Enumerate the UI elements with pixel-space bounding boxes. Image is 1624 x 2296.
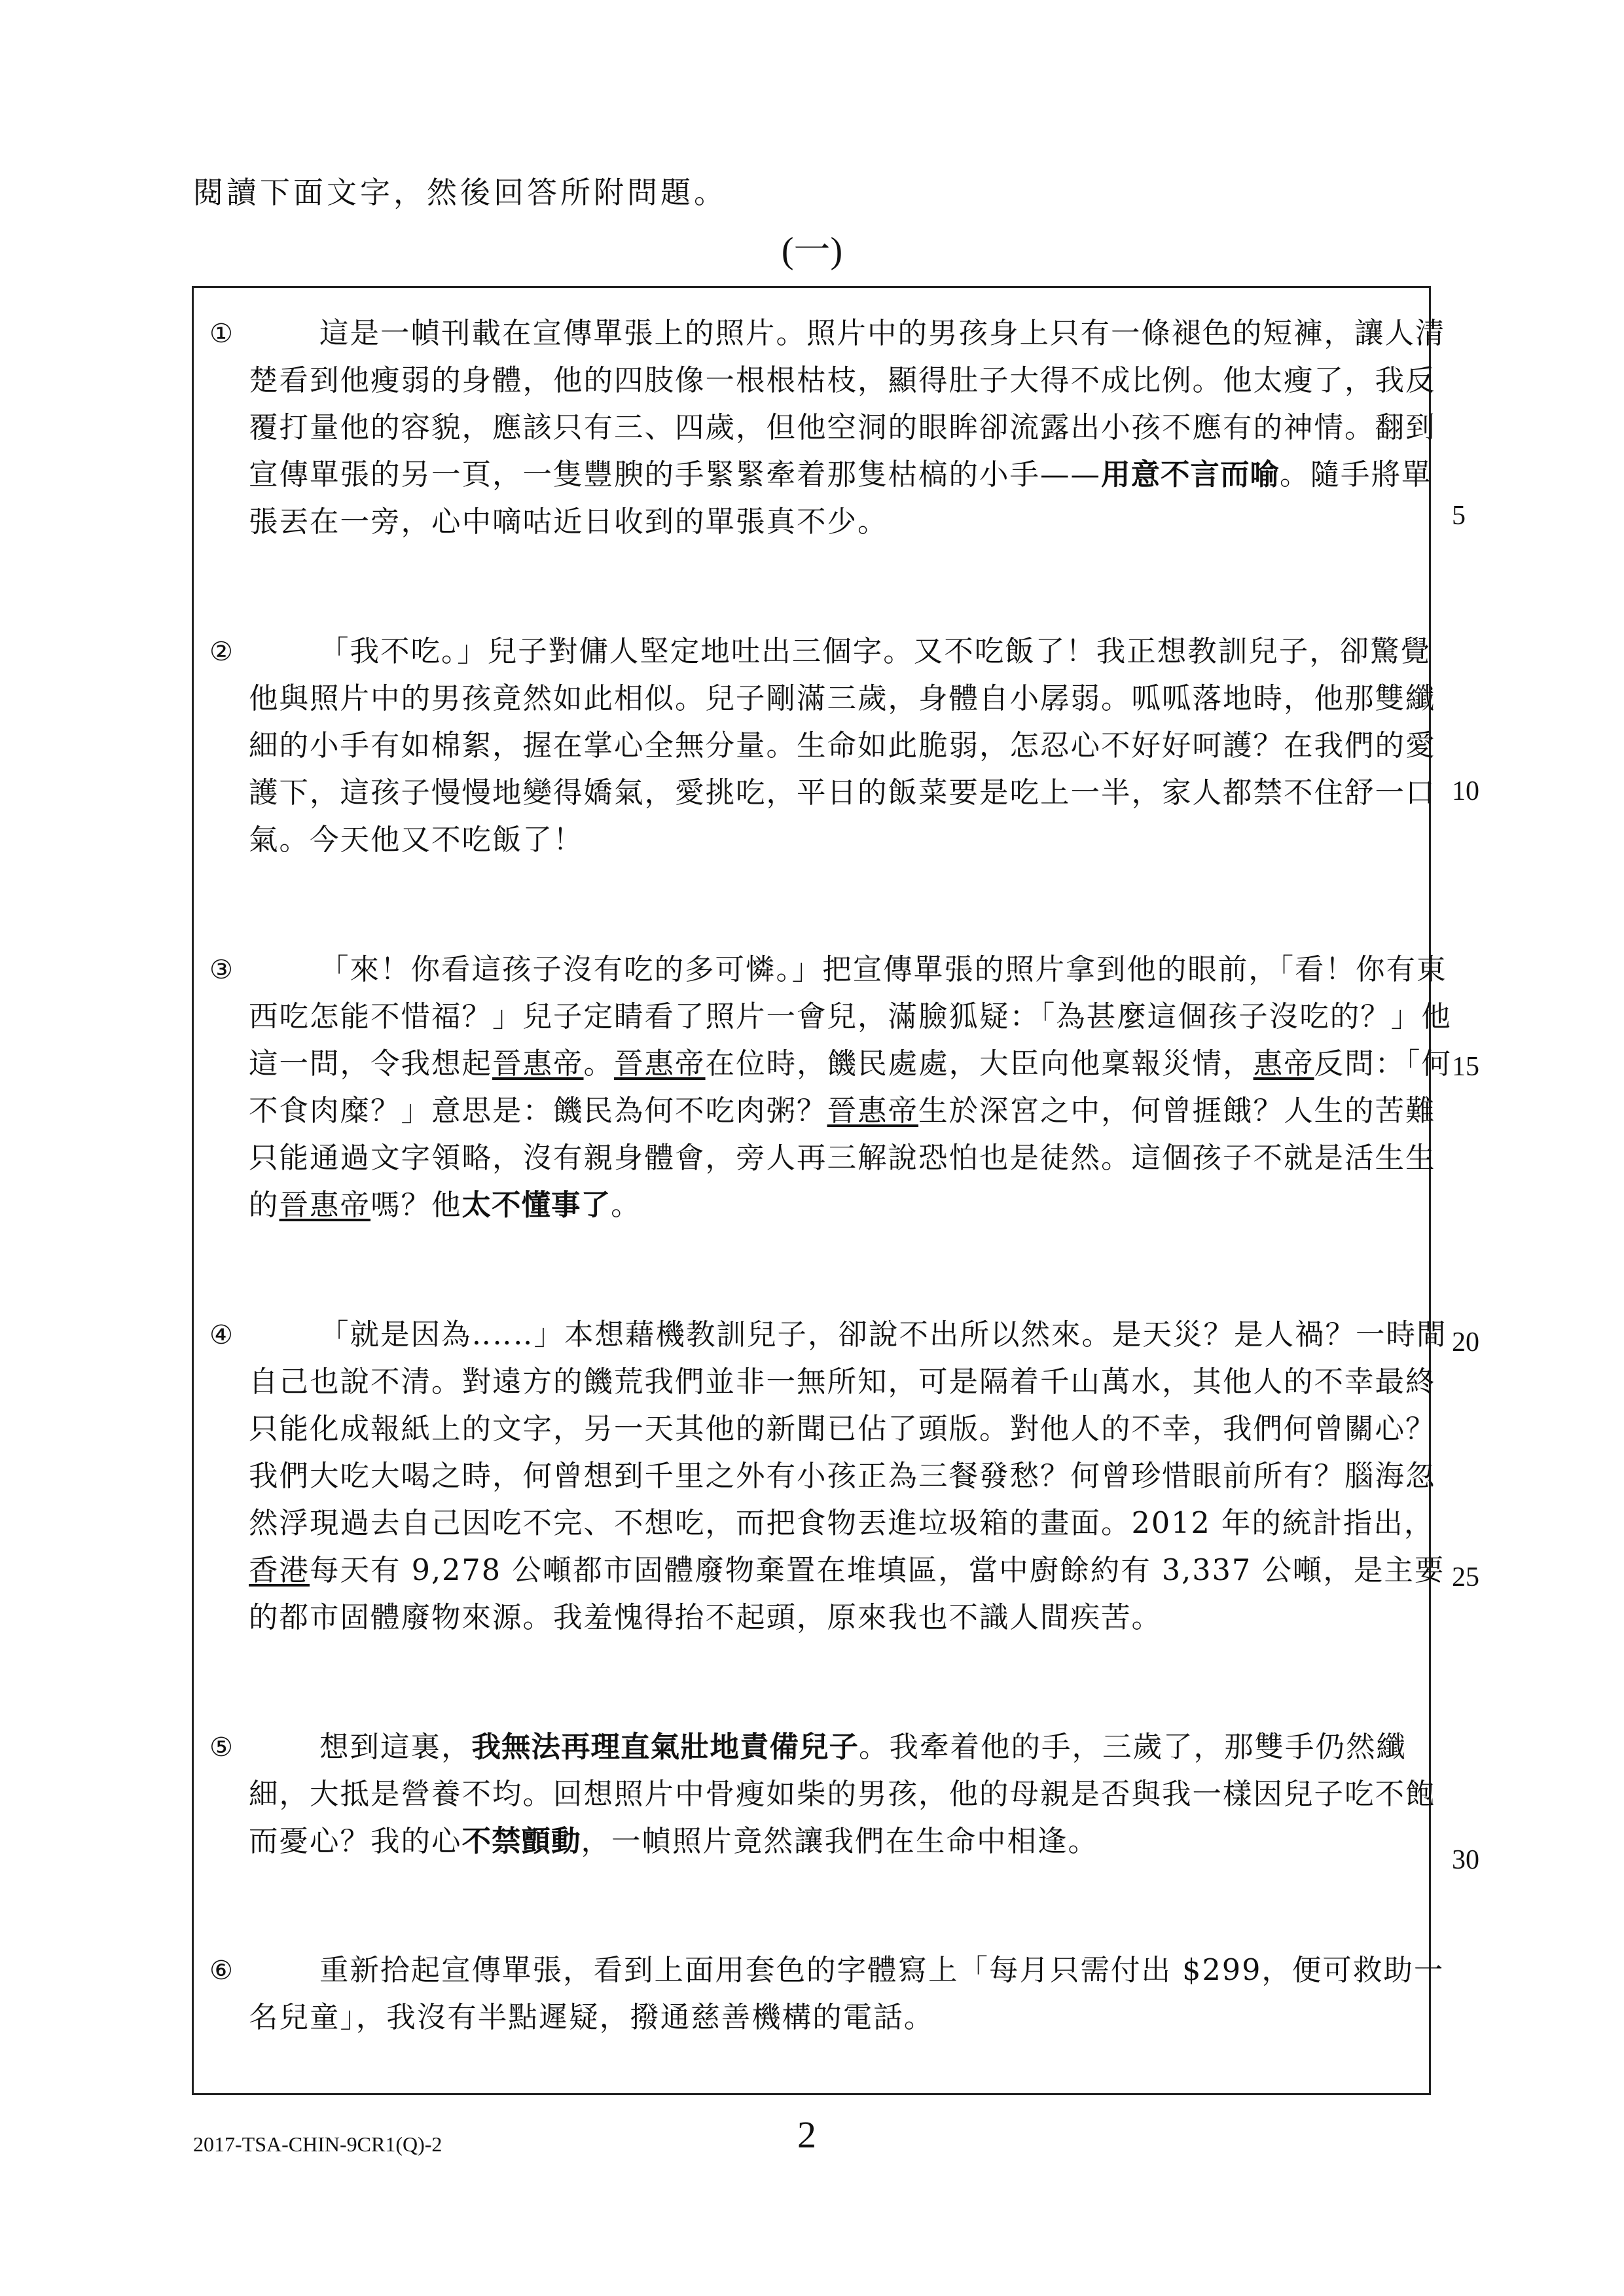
proper-noun: 晉惠帝	[614, 1047, 706, 1081]
text-run: 生於深宮之中，何曾捱餓？人生的苦難只能通過文字領略，沒有親身體會，旁人再三解說恐怕也是徒然。這個孩子不就是活生生的	[249, 1094, 1436, 1222]
paragraph-marker: ⑤	[209, 1732, 233, 1763]
text-run: 反問：「何不食肉糜？」意思是：饑民為何不吃肉粥？	[249, 1047, 1452, 1128]
emphasized-phrase: 太不懂事了	[461, 1189, 611, 1222]
text-run: 這是一幀刊載在宣傳單張上的照片。照片中的男孩身上只有一條褪色的短褲，讓人清楚看到他瘦弱的身體，他的四肢像一根根枯枝，顯得肚子大得不成比例。他太瘦了，我反覆打量他的容貌，應該只有三、四歲，但他空洞的眼眸卻流露出小孩不應有的神情。翻到宣傳單張的另一頁，一隻豐腴的手緊緊牽着那隻枯槁的小手——	[249, 317, 1446, 492]
paragraph-marker: ④	[209, 1320, 233, 1350]
paragraph-marker: ③	[209, 955, 233, 985]
line-number: 20	[1452, 1327, 1479, 1357]
emphasized-phrase: 用意不言而喻	[1101, 458, 1280, 492]
text-run: 「來！你看這孩子沒有吃的多可憐。」把宣傳單張的照片拿到他的眼前，「看！你有東西吃怎能不惜福？」兒子定睛看了照片一會兒，滿臉狐疑：「為甚麼這個孩子沒吃的？」他這一問，令我想起	[249, 953, 1452, 1081]
text-run: 。	[583, 1047, 615, 1081]
proper-noun: 惠帝	[1253, 1047, 1314, 1081]
text-run: ，一幀照片竟然讓我們在生命中相逢。	[581, 1825, 1099, 1858]
line-number: 30	[1452, 1845, 1479, 1875]
proper-noun: 晉惠帝	[827, 1094, 919, 1128]
paragraph-marker: ①	[209, 319, 233, 349]
text-run: 。隨手將單張丟在一旁，心中嘀咕近日收到的單張真不少。	[249, 458, 1432, 539]
footer-code: 2017-TSA-CHIN-9CR1(Q)-2	[193, 2132, 442, 2156]
text-run: 重新拾起宣傳單張，看到上面用套色的字體寫上「每月只需付出 $299，便可救助一名兒童」，我沒有半點遲疑，撥通慈善機構的電話。	[249, 1954, 1445, 2034]
text-run: 。	[611, 1189, 641, 1222]
paragraph-text	[249, 946, 1453, 1229]
line-number: 15	[1452, 1052, 1479, 1082]
section-title: (一)	[781, 230, 843, 271]
page-number: 2	[797, 2113, 816, 2156]
text-run: 「就是因為‥‥‥」本想藉機教訓兒子，卻說不出所以然來。是天災？是人禍？一時間自己也說不清。對遠方的饑荒我們並非一無所知，可是隔着千山萬水，其他人的不幸最終只能化成報紙上的文字，另一天其他的新聞已佔了頭版。對他人的不幸，我們何曾關心？我們大吃大喝之時，何曾想到千里之外有小孩正為三餐發愁？何曾珍惜眼前所有？腦海忽然浮現過去自己因吃不完、不想吃，而把食物丟進垃圾箱的畫面。2012 年的統計指出，	[249, 1318, 1447, 1540]
text-run: 在位時，饑民處處，大臣向他稟報災情，	[705, 1047, 1254, 1081]
emphasized-phrase: 不禁顫動	[461, 1825, 581, 1858]
paragraph-text	[249, 628, 1453, 864]
text-run: 。我牽着他的手，三歲了，那雙手仍然纖細，大抵是營養不均。回想照片中骨瘦如柴的男孩，他的母親是否與我一樣因兒子吃不飽而憂心？我的心	[249, 1731, 1436, 1858]
text-run: 「我不吃。」兒子對傭人堅定地吐出三個字。又不吃飯了！我正想教訓兒子，卻驚覺他與照片中的男孩竟然如此相似。兒子剛滿三歲，身體自小孱弱。呱呱落地時，他那雙纖細的小手有如棉絮，握在掌心全無分量。生命如此脆弱，怎忍心不好好呵護？在我們的愛護下，這孩子慢慢地變得嬌氣，愛挑吃，平日的飯菜要是吃上一半，家人都禁不住舒一口氣。今天他又不吃飯了！	[249, 635, 1436, 857]
paragraph-text	[249, 310, 1453, 546]
reading-instruction: 閱讀下面文字，然後回答所附問題。	[193, 175, 727, 210]
line-number: 10	[1452, 776, 1479, 806]
line-number: 25	[1452, 1562, 1479, 1592]
text-run: 想到這裏，	[319, 1731, 472, 1764]
emphasized-phrase: 我無法再理直氣壯地責備兒子	[471, 1731, 859, 1764]
paragraph-text	[249, 1947, 1453, 2041]
paragraph-marker: ⑥	[209, 1956, 233, 1986]
proper-noun: 香港	[249, 1554, 310, 1587]
text-run: 每天有 9,278 公噸都市固體廢物棄置在堆填區，當中廚餘約有 3,337 公噸，是主要的都市固體廢物來源。我羞愧得抬不起頭，原來我也不識人間疾苦。	[249, 1554, 1445, 1634]
proper-noun: 晉惠帝	[492, 1047, 584, 1081]
paragraph-marker: ②	[209, 637, 233, 667]
text-run: 嗎？他	[370, 1189, 462, 1222]
proper-noun: 晉惠帝	[279, 1189, 371, 1222]
paragraph-text	[249, 1724, 1453, 1865]
line-number: 5	[1452, 501, 1466, 531]
paragraph-text	[249, 1312, 1453, 1641]
